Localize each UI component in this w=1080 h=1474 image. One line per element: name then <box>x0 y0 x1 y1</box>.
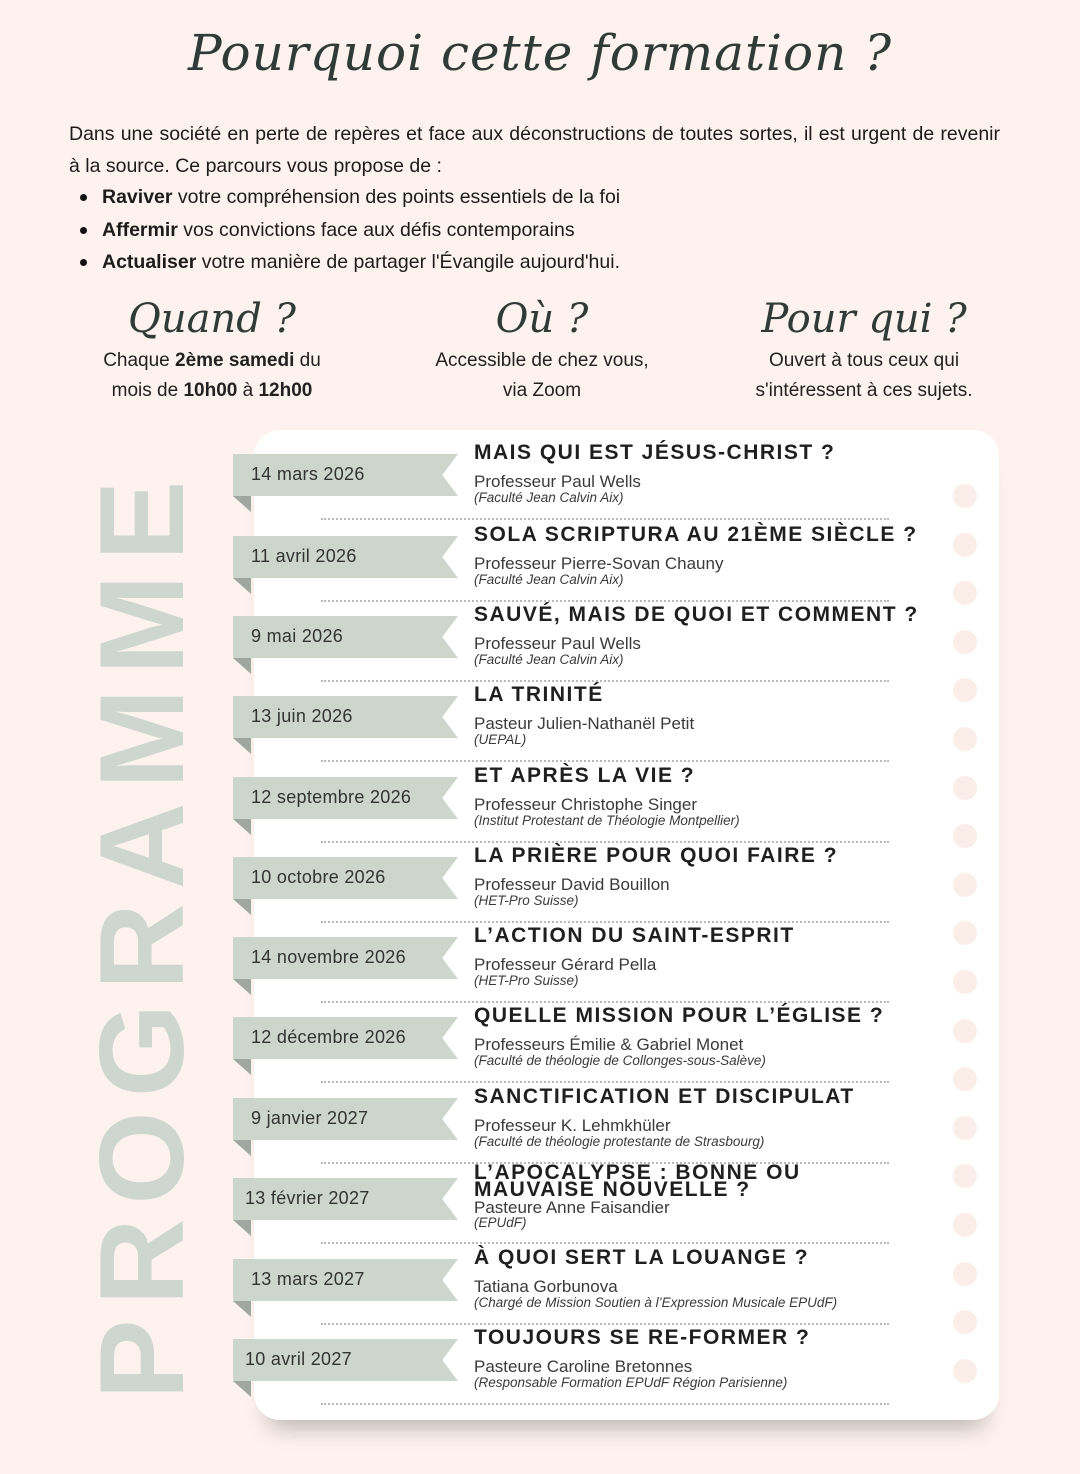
session-affiliation: (Faculté Jean Calvin Aix) <box>474 572 624 587</box>
row-separator <box>321 1323 889 1325</box>
session-row <box>0 1327 1080 1407</box>
session-row <box>0 604 1080 684</box>
session-title: QUELLE MISSION POUR L’ÉGLISE ? <box>474 1004 885 1027</box>
session-row <box>0 1161 1080 1246</box>
session-row <box>0 925 1080 1005</box>
row-separator <box>321 600 889 602</box>
session-affiliation: (Faculté de théologie protestante de Strasbourg) <box>474 1134 765 1149</box>
who-heading: Pour qui ? <box>761 296 967 342</box>
session-speaker: Tatiana Gorbunova <box>474 1277 618 1296</box>
session-title: TOUJOURS SE RE-FORMER ? <box>474 1326 811 1349</box>
goal-text: votre manière de partager l'Évangile aujourd'hui. <box>196 251 620 273</box>
row-separator <box>321 1242 889 1244</box>
where-line-1: Accessible de chez vous, <box>435 350 649 371</box>
when-line-1: Chaque 2ème samedi du <box>103 350 321 371</box>
session-speaker: Professeur K. Lehmkhüler <box>474 1116 671 1135</box>
session-speaker: Professeur Christophe Singer <box>474 795 698 814</box>
programme-vertical-label: PROGRAMME <box>75 466 209 1400</box>
goal-bold: Affermir <box>102 218 178 241</box>
session-title: MAIS QUI EST JÉSUS-CHRIST ? <box>474 441 836 464</box>
where-line-2: via Zoom <box>502 380 582 401</box>
row-separator <box>321 1001 889 1003</box>
session-date: 12 septembre 2026 <box>251 787 412 807</box>
row-separator <box>321 1403 889 1405</box>
goal-text: vos convictions face aux défis contemporains <box>177 218 575 241</box>
session-row <box>0 1086 1080 1166</box>
session-title: L’ACTION DU SAINT-ESPRIT <box>474 924 795 947</box>
session-title: SANCTIFICATION ET DISCIPULAT <box>474 1085 855 1108</box>
goal-bold: Raviver <box>102 186 173 208</box>
session-title: SOLA SCRIPTURA AU 21ÈME SIÈCLE ? <box>474 523 918 546</box>
session-speaker: Professeur Gérard Pella <box>474 955 657 974</box>
session-date: 13 février 2027 <box>245 1188 370 1208</box>
info-when <box>72 292 352 406</box>
session-speaker: Pasteur Julien-Nathanël Petit <box>474 714 695 733</box>
session-affiliation: (HET-Pro Suisse) <box>474 893 579 908</box>
session-row <box>0 845 1080 925</box>
session-speaker: Professeur Paul Wells <box>474 634 641 653</box>
when-line-2: mois de 10h00 à 12h00 <box>111 380 313 401</box>
ribbon-fold <box>233 658 251 674</box>
session-row <box>0 1247 1080 1327</box>
who-line-2: s'intéressent à ces sujets. <box>755 380 973 401</box>
session-affiliation: (Faculté de théologie de Collonges-sous-Salève) <box>474 1053 766 1068</box>
session-date: 14 mars 2026 <box>251 464 365 484</box>
session-row <box>0 1005 1080 1085</box>
session-title: LA PRIÈRE POUR QUOI FAIRE ? <box>474 844 839 867</box>
session-row <box>0 524 1080 604</box>
row-separator <box>321 841 889 843</box>
intro-text: Dans une société en perte de repères et face aux déconstructions de toutes sortes, il est urgent de revenir à la source. Ce parcours vous propose de : <box>69 123 1000 177</box>
ribbon-fold <box>233 1059 251 1075</box>
session-speaker: Pasteure Caroline Bretonnes <box>474 1357 693 1376</box>
when-heading: Quand ? <box>128 296 296 342</box>
ribbon-fold <box>233 819 251 835</box>
ribbon-fold <box>233 979 251 995</box>
session-date: 9 mai 2026 <box>251 626 344 646</box>
info-where <box>402 292 682 406</box>
session-speaker: Pasteure Anne Faisandier <box>474 1198 670 1217</box>
row-separator <box>321 680 889 682</box>
session-date: 10 octobre 2026 <box>251 867 386 887</box>
session-speaker: Professeur Paul Wells <box>474 472 641 491</box>
session-affiliation: (Responsable Formation EPUdF Région Parisienne) <box>474 1375 788 1390</box>
goal-bold: Actualiser <box>102 251 197 273</box>
session-affiliation: (HET-Pro Suisse) <box>474 973 579 988</box>
session-affiliation: (Faculté Jean Calvin Aix) <box>474 490 624 505</box>
session-title: LA TRINITÉ <box>474 683 604 706</box>
session-speaker: Professeurs Émilie & Gabriel Monet <box>474 1035 744 1054</box>
goal-item <box>78 181 620 214</box>
session-row <box>0 684 1080 764</box>
ribbon-fold <box>233 496 251 512</box>
session-row <box>0 765 1080 845</box>
row-separator <box>321 921 889 923</box>
session-affiliation: (EPUdF) <box>474 1215 527 1230</box>
ribbon-fold <box>233 1220 251 1236</box>
session-date: 12 décembre 2026 <box>251 1027 406 1047</box>
goals-list <box>78 181 620 279</box>
session-affiliation: (Institut Protestant de Théologie Montpellier) <box>474 813 740 828</box>
ribbon-fold <box>233 738 251 754</box>
session-title: À QUOI SERT LA LOUANGE ? <box>474 1246 810 1269</box>
session-affiliation: (Chargé de Mission Soutien à l’Expression Musicale EPUdF) <box>474 1295 838 1310</box>
ribbon-fold <box>233 1381 251 1397</box>
session-affiliation: (Faculté Jean Calvin Aix) <box>474 652 624 667</box>
session-speaker: Professeur David Bouillon <box>474 875 670 894</box>
ribbon-fold <box>233 1301 251 1317</box>
row-separator <box>321 760 889 762</box>
session-title: ET APRÈS LA VIE ? <box>474 764 696 787</box>
session-title: L’APOCALYPSE : BONNE OU MAUVAISE NOUVELLE ? <box>474 1161 801 1201</box>
session-date: 14 novembre 2026 <box>251 947 406 967</box>
session-date: 11 avril 2026 <box>251 546 357 566</box>
where-heading: Où ? <box>495 296 589 342</box>
session-date: 13 mars 2027 <box>251 1269 365 1289</box>
ribbon-fold <box>233 1140 251 1156</box>
row-separator <box>321 518 889 520</box>
row-separator <box>321 1081 889 1083</box>
session-speaker: Professeur Pierre-Sovan Chauny <box>474 554 724 573</box>
info-who <box>724 292 1004 406</box>
who-line-1: Ouvert à tous ceux qui <box>768 350 960 371</box>
goal-item <box>78 214 620 247</box>
session-date: 10 avril 2027 <box>245 1349 352 1369</box>
session-affiliation: (UEPAL) <box>474 732 527 747</box>
goal-text: votre compréhension des points essentiels de la foi <box>172 186 621 208</box>
session-title: SAUVÉ, MAIS DE QUOI ET COMMENT ? <box>474 603 919 626</box>
session-date: 13 juin 2026 <box>251 706 353 726</box>
ribbon-fold <box>233 899 251 915</box>
session-date: 9 janvier 2027 <box>251 1108 369 1128</box>
goal-item <box>78 246 620 279</box>
page-title: Pourquoi cette formation ? <box>187 24 893 82</box>
session-row <box>0 442 1080 522</box>
ribbon-fold <box>233 578 251 594</box>
